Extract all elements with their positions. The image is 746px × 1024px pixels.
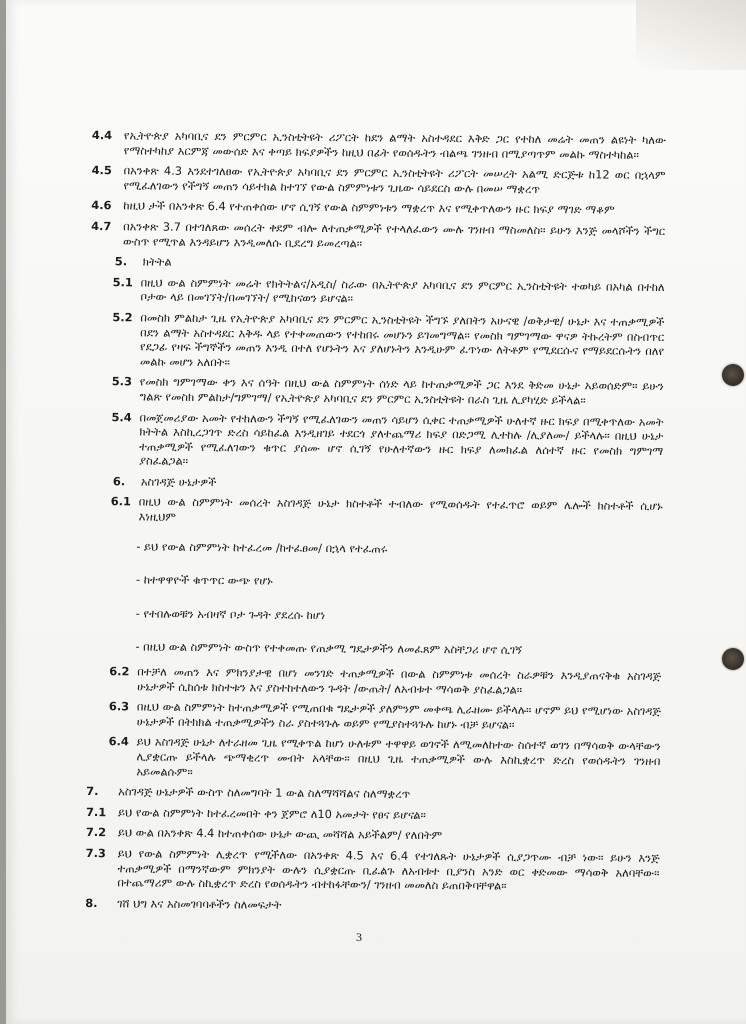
force-majeure-list [87, 530, 662, 669]
clause-7-2: 7.2 ይህ ውል በአንቀጽ 4.4 ከተጠቀሰው ሁኔታ ውጪ መሻሻል አይችልም/ የለበትም [85, 825, 443, 843]
document-page [6, 0, 746, 1024]
section-5-items [89, 275, 665, 473]
list-item: - በዚህ ውል ስምምነት ውስጥ የተቀመጡ የጠቃሚ ግዴታዎችን ለመፈጸም አስቸጋሪ ሆኖ ሲገኝ [135, 639, 522, 658]
clause-5-1: 5.1 በዚህ ውል ስምምነት መሬት የክትትልና/አዲስ/ ስራው በኢትዮጵያ አካባቢና ደን ምርምር ኢንስቲትዩት ተወካይ በአካል በተከለ ቦታው ላይ በመገኘት/በመገኘት/ የሚከናወን ይሆናል፡፡ [112, 274, 665, 306]
page-number: 3 [356, 930, 362, 944]
clause-6-1: 6.1 በዚህ ውል ስምምነት መሰረት አስገዳጅ ሁኔታ ክስተቶች ተብለው የሚወሰዱት የተፈጥሮ ወይም ሌሎች ክስተቶች ሲሆኑ እነዚህም [110, 494, 663, 524]
clause-7-1: 7.1 ይህ የውል ስምምነት ከተፈረመበት ቀን ጀምሮ ለ10 አመታት የፀና ይሆናል፡፡ [85, 804, 426, 822]
list-item: - ከተዋዋዮች ቁጥጥር ውጭ የሆኑ [135, 572, 273, 588]
section-8-heading: 8. ገሸ ህግ እና አስመገባባቶችን ስለመፍታት [85, 895, 282, 912]
section-7-heading: 7. አስገዳጅ ሁኔታዎች ውስጥ ስለመግባት 1 ውል ስለማሻሻልና ስለማቋረጥ [86, 784, 411, 801]
section-7-8-items [85, 784, 660, 915]
clause-7-3: 7.3 ይህ የውል ስምምነት ሊቋረጥ የሚችለው በአንቀጽ 4.5 እና 6.4 የተገለጹት ሁኔታዎች ሲያጋጥሙ ብቻ ነው፡፡ ይሁን እንጅ ተጠቃሚዎች በማንኛውም ምክንያት ውሉን ሲያቋርጡ ቢፈልጉ ለአብቱተ ቢያንስ አንድ ወር ቀድመው ማሳወቅ አለባቸው፡፡ በተጨማሪም ውሉ ስኪቋረጥ ድረስ የወሰዱትን ብተከፋቸውን/ ገንዘብ መመለስ ይጠበቅባቸዋል፡፡ [85, 845, 660, 893]
section-4-items [91, 128, 666, 253]
clause-4-6: 4.6 ከዚህ ታች በአንቀጽ 6.4 የተጠቀሰው ሆኖ ሲገኝ የውል ስምምነቱን ማቋረጥ እና የሚቀጥለውን ዙር ክፍያ ማገድ ማቆም [91, 198, 615, 217]
clause-4-4: 4.4 የኢትዮጵያ አካባቢና ደን ምርምር ኢንስቲትዩት ሪፖርት ከደን ልማት አስተዳደር እቅድ ጋር የተከለ መሬት መጠን ልዩነት ካለው የማስተካከያ እርምጃ መውሰድ እና ቀጣይ ክፍያዎችን ከዚህ በፊት የወሰዱትን ብልጫ ገንዘብ በሚያጣጥም መልኩ ማስተካከል፡፡ [91, 128, 666, 162]
page-corner-shadow [636, 0, 746, 70]
section-6-items [86, 664, 661, 783]
list-item: - የተበሉወቹን አብዛኛ ቦታ ጉዳት ያደረሱ ከሆነ [135, 606, 326, 622]
document-body [85, 128, 666, 921]
section-5-heading: 5. ክትትል [114, 254, 172, 269]
clause-5-4: 5.4 በመጀመሪያው አመት የተከለውን ችግኝ የሚፈለገውን መጠን ሳይሆን ሲቀር ተጠቃሚዎች ሁለተኛ ዙር ክፍያ በሚቀጥለው አመት ክትትል እስኪረጋገጥ ድረስ ሳይከፈል እንዲዘገይ ተደርጎ ያለተጨማሪ ክፍያ በድጋሚ ሊተከሉ /ሊያለሙ/ ይችላሉ፡፡ በዚህ ሁኔታ ተጠቃሚዎች የሚፈለገውን ቁጥር ያሰሙ ሆኖ ሲገኝ የሁለተኛውን ዙር ክፍያ ለመክፈል ለሰተኛ ዙር የመስክ ግምገማ ያስፈልጋል፡፡ [111, 409, 664, 469]
clause-5-2: 5.2 በመስክ ምልከታ ጊዜ የኢትዮጵያ አካባቢና ደን ምርምር ኢንስቲትዩት ችግኙ ያለበትን አሁናዊ /ወቅታዊ/ ሁኔታ እና ተጠቃሚዎች በደን ልማት አስተዳደር እቅዱ ላይ የተቀመጠውን የተከበሩ መሆኑን ይገመግማል፡፡ የመስክ ግምገማው ዋናዎ ትኩረትም በስብጥር የደጋፊ የዛፍ ችግኞችን መጠን እንዲ በተለ የሆኑትን እና ያለሆኑትን እንዲሁም ፈጥነው ለትቶም የሚደርሱና የማይደርሱትን በለየ መልኩ መሆን አለበት፡፡ [112, 310, 665, 369]
clause-6-2: 6.2 በተቻለ መጠን እና ምክንያታዊ በሆነ መንገድ ተጠቃሚዎች በውል ስምምነቱ መሰረት ስራዎቹን እንዲያጠናቅቁ አስገዳጅ ሁኔታዎች ሲከሰቱ ክስተቱን እና ያስተከተለውን ጉዳት /ውጤት/ ለአብቱተ ማሳወቅ ያስፈልጋል፡፡ [109, 664, 662, 697]
clause-5-3: 5.3 የመስክ ግምገማው ቀን እና ሰዓት በዚህ ውል ስምምነት ሰነድ ላይ ከተጠቃሚዎች ጋር እንደ ቅድመ ሁኔታ አይወሰድም፡፡ ይሁን ግልጽ የመስክ ምልከታ/ግምገማ/ የኢትዮጵያ አካባቢና ደን ምርምር ኢንስቲትዩት በራስ ጊዜ ሊያካሂድ ይችላል፡፡ [111, 374, 664, 408]
clause-4-5: 4.5 በአንቀጽ 4.3 እንደተገለፀው የኢትዮጵያ አካባቢና ደን ምርምር ኢንስቲትዩት ሪፖርት መሠረት አልሚ ድርጅቱ ከ12 ወር በኋላም የሚፈለገውን የችግኝ መጠን ሳይተክል ከተገኘ የውል ስምምነቱን ጊዜው ሳይደርስ ውሉ በመሠ ማቋረጥ [91, 163, 666, 196]
punch-hole-upper [722, 364, 744, 386]
clause-4-7: 4.7 በአንቀጽ 3.7 በተገለጸው መሰረት ቀደም ብሎ ለተጠቃሚዎች የተላለፈውን ሙሉ ገንዘብ ማስመለስ፡፡ ይሁን እንጅ መላሾችን ችግር ውስጥ የሚጥል እንዳይሆን እንዲመለሱ ቢደረግ ይመረጣል፡፡ [91, 218, 666, 250]
list-item: - ይህ የውል ስምምነት ከተፈረመ /ከተፈፀመ/ በኋላ የተፈጠሩ [136, 539, 388, 556]
punch-hole-lower [722, 648, 744, 670]
clause-6-4: 6.4 ይህ አስገዳጅ ሁኔታ ለተራዘመ ጊዜ የሚቀጥል ከሆነ ሁለቱም ተዋዋይ ወገኖች ለሚመለከተው ስሰተኛ ወገን በማሳወቅ ውላቸውን ሊያቋርጡ ይችላሉ ጭማቂረጥ መብት አላቸው፡፡ በዚህ ጊዜ ተጠቃሚዎች ውሉ እስኪቋረጥ ድረስ የወሰዱትን ገንዘብ አይመልሱም፡፡ [108, 734, 661, 779]
clause-6-3: 6.3 በዚህ ውል ስምምነት ከተጠቃሚዎች የሚጠበቁ ግዴታዎች ያለምንም መቀጫ ሊራዘሙ ይችላሉ፡፡ ሆኖም ይህ የሚሆነው አስገዳጅ ሁኔታዎች በትክክል ተጠቃሚዎችን ስራ ያስተጓጉሉ ወይም የሚያስተጓጉሉ ከሆኑ ብቻ ይሆናል፡፡ [108, 699, 661, 732]
section-6-heading: 6. አስገዳጅ ሁኔታዎች [112, 474, 217, 489]
